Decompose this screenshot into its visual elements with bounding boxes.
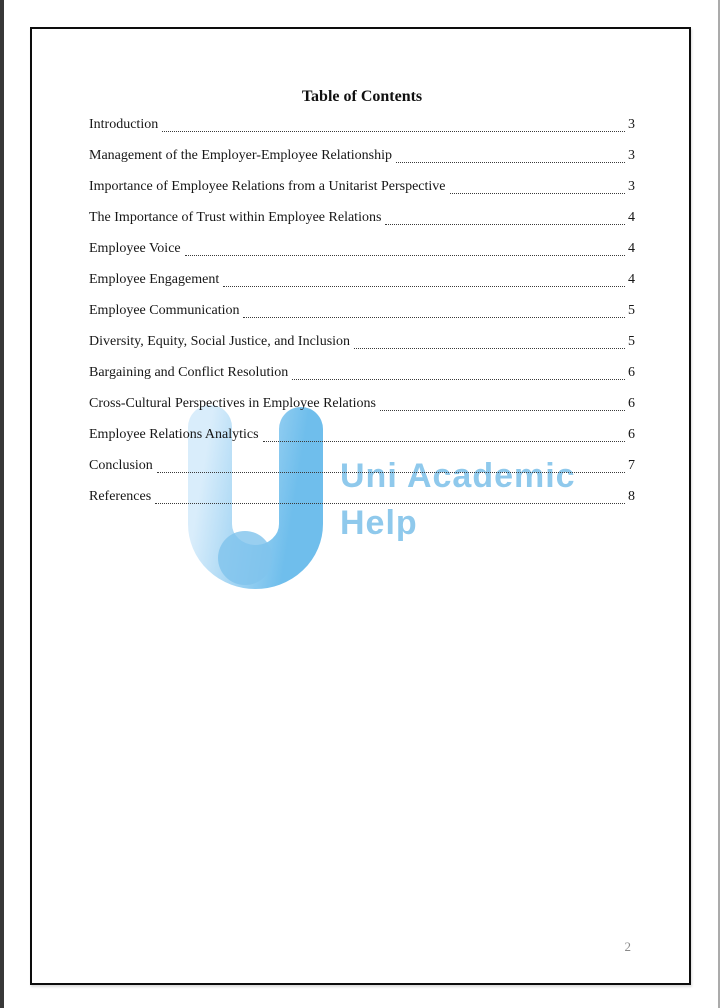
watermark-brand-line1: Uni Academic (340, 457, 576, 495)
toc-dotted-leader (385, 202, 625, 225)
toc-entry-label: Importance of Employee Relations from a Unitarist Perspective (89, 179, 446, 194)
toc-entry-label: Introduction (89, 117, 159, 132)
toc-dotted-leader (354, 326, 625, 349)
toc-entry[interactable] (89, 388, 635, 419)
toc-dotted-leader (243, 295, 625, 318)
toc-entry-label: Bargaining and Conflict Resolution (89, 365, 289, 380)
toc-dotted-leader (292, 357, 625, 380)
toc-entry-page: 6 (628, 365, 635, 380)
toc-dotted-leader (380, 388, 625, 411)
toc-entry-page: 6 (628, 427, 635, 442)
toc-entry-page: 7 (628, 458, 635, 473)
toc-dotted-leader (223, 264, 625, 287)
toc-entry-page: 4 (628, 272, 635, 287)
toc-entry-label: Employee Engagement (89, 272, 220, 287)
toc-entry-label: Employee Relations Analytics (89, 427, 259, 442)
page-number: 2 (624, 939, 631, 954)
toc-entry[interactable] (89, 109, 635, 140)
toc-entry[interactable] (89, 171, 635, 202)
toc-entry-label: Management of the Employer-Employee Relationship (89, 148, 392, 163)
toc-entry[interactable] (89, 357, 635, 388)
toc-entry[interactable] (89, 202, 635, 233)
page-title: Table of Contents (301, 88, 423, 105)
toc-entry-page: 3 (628, 117, 635, 132)
toc-entry-page: 3 (628, 179, 635, 194)
toc-entry-label: The Importance of Trust within Employee Relations (89, 210, 382, 225)
toc-dotted-leader (157, 450, 625, 473)
toc-entry-page: 8 (628, 489, 635, 504)
toc-entry-label: Cross-Cultural Perspectives in Employee Relations (89, 396, 376, 411)
watermark-brand-line2: Help (340, 504, 418, 542)
table-of-contents (89, 109, 635, 512)
toc-dotted-leader (396, 140, 625, 163)
toc-entry-label: Employee Voice (89, 241, 181, 256)
toc-dotted-leader (155, 481, 625, 504)
toc-dotted-leader (185, 233, 625, 256)
toc-entry[interactable] (89, 233, 635, 264)
toc-entry-label: Conclusion (89, 458, 153, 473)
toc-dotted-leader (450, 171, 625, 194)
toc-entry-label: Diversity, Equity, Social Justice, and Inclusion (89, 334, 351, 349)
toc-entry-page: 5 (628, 303, 635, 318)
toc-dotted-leader (263, 419, 625, 442)
toc-entry-page: 3 (628, 148, 635, 163)
toc-entry-page: 5 (628, 334, 635, 349)
toc-entry[interactable] (89, 140, 635, 171)
toc-entry[interactable] (89, 419, 635, 450)
toc-dotted-leader (162, 109, 625, 132)
window-left-edge (0, 0, 4, 1008)
toc-entry[interactable] (89, 326, 635, 357)
toc-entry[interactable] (89, 264, 635, 295)
toc-entry[interactable] (89, 295, 635, 326)
toc-entry-label: Employee Communication (89, 303, 240, 318)
toc-entry-page: 4 (628, 241, 635, 256)
toc-entry[interactable] (89, 450, 635, 481)
document-page (30, 27, 691, 985)
toc-entry-page: 4 (628, 210, 635, 225)
toc-entry-label: References (89, 489, 152, 504)
toc-entry[interactable] (89, 481, 635, 512)
toc-entry-page: 6 (628, 396, 635, 411)
page-content (89, 29, 635, 512)
